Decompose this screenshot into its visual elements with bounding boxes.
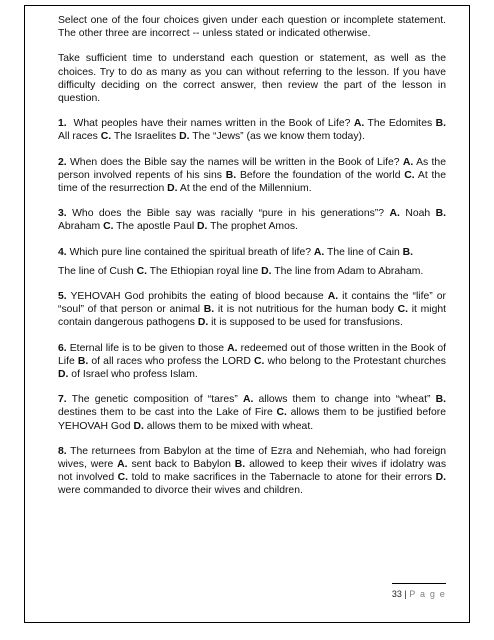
choice-letter: D.	[179, 131, 190, 143]
choice-letter: A.	[117, 459, 128, 471]
choice-text: it might contain dangerous pathogens	[58, 304, 447, 329]
choice-text: allowed to keep their wives if idolatry was not involved	[58, 459, 447, 484]
choice-text: All races	[58, 131, 98, 143]
question-5	[58, 290, 446, 330]
choice-letter: A.	[242, 394, 254, 406]
choice-letter: D.	[261, 265, 272, 277]
quiz-content	[58, 14, 446, 510]
choice-letter: C.	[404, 169, 415, 181]
choice-text: The apostle Paul	[116, 221, 195, 233]
choice-letter: D.	[197, 317, 209, 329]
choice-text: of Israel who profess Islam.	[71, 369, 198, 381]
question-8	[58, 445, 446, 498]
choice-letter: D.	[133, 420, 144, 432]
choice-letter: A.	[313, 246, 325, 258]
choice-text: allows them to change into “wheat”	[258, 394, 431, 406]
choice-letter: D.	[197, 221, 208, 233]
question-number: 3.	[58, 208, 67, 220]
question-4-continued	[58, 265, 446, 278]
choice-text: The “Jews” (as we know them today).	[192, 131, 365, 143]
choice-letter: D.	[167, 183, 178, 195]
question-2	[58, 156, 446, 196]
choice-letter: B.	[203, 304, 215, 316]
footer-separator: |	[404, 589, 407, 599]
instructions-paragraph: Take sufficient time to understand each question or statement, as well as the choices. Try to do as many as you can without referring to the lesson. If you have difficulty deciding on the correct answer, then review the part of the lesson in question.	[58, 53, 446, 105]
choice-text: of all races who profess the LORD	[91, 355, 251, 367]
choice-letter: B.	[435, 208, 446, 220]
choice-text: The Israelites	[113, 131, 177, 143]
choice-text: sent back to Babylon	[131, 459, 231, 471]
question-text: When does the Bible say the names will be written in the Book of Life?	[70, 156, 400, 168]
choice-text: The Ethiopian royal line	[149, 265, 259, 277]
choice-letter: A.	[227, 342, 238, 354]
question-text: Eternal life is to be given to those	[69, 342, 225, 354]
choice-letter: A.	[353, 118, 365, 130]
instructions-paragraph: Select one of the four choices given under each question or incomplete statement. The other three are incorrect -- unless stated or indicated otherwise.	[58, 15, 446, 40]
page-label: P a g e	[409, 589, 446, 599]
question-number: 5.	[58, 291, 67, 303]
question-7	[58, 393, 446, 433]
choice-text: redeemed out of those written in the Book of Life	[58, 342, 447, 367]
choice-letter: B.	[77, 355, 89, 367]
choice-letter: B.	[435, 394, 446, 406]
footer-rule	[392, 583, 446, 584]
question-number: 1.	[58, 118, 67, 130]
question-number: 8.	[58, 445, 67, 457]
choice-text: allows them to be mixed with wheat.	[146, 420, 314, 432]
question-4	[58, 246, 446, 259]
choice-text: were commanded to divorce their wives and children.	[58, 485, 303, 497]
choice-text: Noah	[405, 208, 431, 220]
choice-text: As the person involved repents of his sins	[58, 156, 446, 181]
choice-letter: C.	[117, 472, 129, 484]
question-number: 6.	[58, 342, 67, 354]
choice-text: it is not nutritious for the human body	[217, 304, 394, 316]
choice-text: At the end of the Millennium.	[179, 183, 312, 195]
page-number: 33	[391, 589, 402, 599]
choice-letter: C.	[397, 304, 409, 316]
choice-letter: B.	[435, 118, 447, 130]
choice-letter: A.	[402, 156, 414, 168]
question-text: What peoples have their names written in the Book of Life?	[73, 118, 351, 130]
choice-text: it contains the “life” or “soul” of that person or animal	[58, 291, 446, 316]
choice-text: Before the foundation of the world	[239, 169, 401, 181]
question-text: The returnees from Babylon at the time of Ezra and Nehemiah, who had foreign wives, were	[58, 445, 447, 471]
question-number: 7.	[58, 394, 67, 406]
choice-letter: A.	[327, 291, 339, 303]
choice-text: it is supposed to be used for transfusions.	[211, 317, 403, 329]
question-number: 2.	[58, 156, 67, 168]
question-text: YEHOVAH God prohibits the eating of blood because	[70, 291, 324, 303]
choice-text: The Edomites	[367, 118, 433, 130]
choice-text: The line of Cush	[58, 265, 134, 277]
choice-letter: C.	[254, 355, 265, 367]
choice-text: Abraham	[58, 221, 101, 233]
choice-letter: B.	[225, 169, 237, 181]
question-text: Who does the Bible say was racially “pure in his generations”?	[72, 208, 385, 220]
question-text: The genetic composition of “tares”	[71, 394, 238, 406]
page-footer	[388, 589, 446, 599]
question-1	[58, 117, 446, 143]
question-3	[58, 207, 446, 233]
choice-text: who belong to the Protestant churches	[267, 355, 446, 367]
choice-text: destines them to be cast into the Lake of Fire	[58, 407, 273, 419]
choice-letter: A.	[389, 208, 400, 220]
question-number: 4.	[58, 246, 67, 258]
choice-letter: C.	[100, 131, 112, 143]
choice-letter: C.	[103, 221, 114, 233]
choice-letter: C.	[136, 265, 147, 277]
choice-letter: B.	[234, 459, 246, 471]
choice-letter: C.	[276, 407, 287, 419]
question-text: Which pure line contained the spiritual breath of life?	[69, 246, 311, 258]
choice-text: The line from Adam to Abraham.	[274, 265, 424, 277]
choice-text: At the time of the resurrection	[58, 169, 446, 195]
choice-text: The line of Cain	[327, 246, 400, 258]
question-6	[58, 342, 446, 382]
choice-text: The prophet Amos.	[210, 221, 298, 233]
choice-text: told to make sacrifices in the Tabernacle to atone for their errors	[131, 472, 433, 484]
choice-letter: B.	[402, 246, 414, 258]
choice-letter: D.	[435, 472, 446, 484]
choice-letter: D.	[58, 369, 69, 381]
choice-text: allows them to be justified before YEHOVAH God	[58, 407, 447, 432]
